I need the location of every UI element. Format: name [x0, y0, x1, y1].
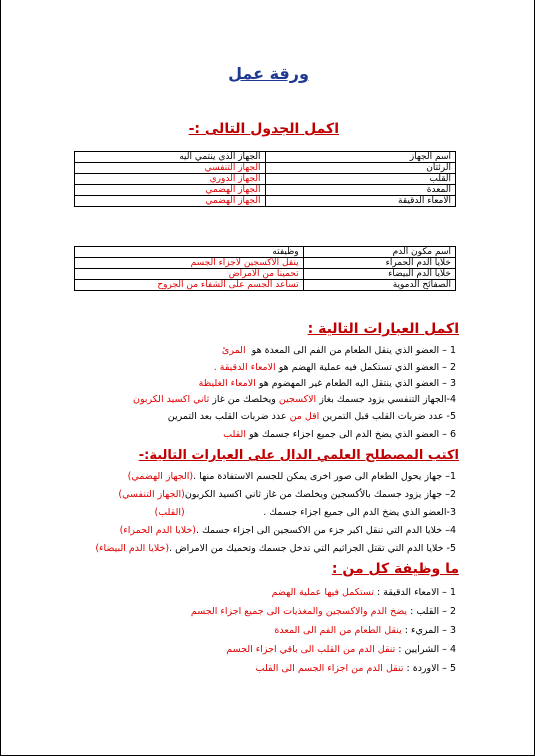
answer-text: تنقل الدم من اجزاء الجسم الى القلب — [255, 663, 404, 674]
question-text: 4-الجهاز التنفسي يزود جسمك بغاز — [319, 394, 456, 405]
table-answer-cell: الجهاز الدوري — [75, 174, 266, 185]
answer-text: ينقل الطعام من الفم الى المعدة — [274, 625, 402, 636]
question-text: 2– جهاز يزود جسمك بالأكسجين ويخلصك من غاز ثاني اكسيد الكربون — [184, 489, 456, 500]
list-item — [223, 428, 456, 442]
question-text: 1– جهاز يحول الطعام الى صور اخرى يمكن للجسم الاستفادة منها . — [193, 471, 456, 482]
answer-text: (الجهاز الهضمي) — [127, 471, 194, 482]
table-cell: خلايا الدم الحمراء — [303, 258, 455, 269]
page-title: ورقة عمل — [228, 64, 309, 83]
question-text: 3 – العضو الذي ينتقل اليه الطعام غير المهضوم هو — [258, 378, 456, 389]
blood-components-table — [74, 246, 456, 291]
table-cell: خلايا الدم البيضاء — [303, 269, 455, 280]
answer-text: المرئ — [221, 345, 246, 356]
table-header-row — [75, 247, 456, 258]
answer-text: يضخ الدم والاكسجين والمغذيات الى جميع اجزاء الجسم — [190, 606, 408, 617]
table-row — [75, 174, 456, 185]
organs-systems-table — [74, 151, 456, 207]
table-header-cell: اسم مكون الدم — [303, 247, 455, 258]
table-answer-cell: الجهاز التنفسي — [75, 163, 266, 174]
answer-text: الامعاء الغليظة — [198, 378, 256, 389]
table-header-row — [75, 152, 456, 163]
table-row — [75, 163, 456, 174]
answer-text: (خلايا الدم الحمراء) — [119, 525, 197, 536]
answer-text: (خلايا الدم البيضاء) — [95, 543, 170, 554]
answer-text: الامعاء الدقيقة . — [213, 362, 276, 373]
list-item — [272, 586, 456, 600]
table-cell: المعدة — [265, 185, 456, 196]
list-item — [214, 361, 456, 375]
answer-text: تنقل الدم من القلب الى باقي اجزاء الجسم — [226, 644, 396, 655]
answer-text: تستكمل فيها عملية الهضم — [271, 587, 374, 598]
section-heading-complete-table: اكمل الجدول التالى :- — [188, 121, 339, 137]
table-row — [75, 280, 456, 291]
table-row — [75, 196, 456, 207]
answer-text: (الجهاز التنفسي) — [118, 489, 185, 500]
question-text: 1 – العضو الذي ينقل الطعام من الفم الى المعدة هو — [251, 345, 456, 356]
list-item — [168, 410, 456, 424]
table-header-cell: الجهاز الذي ينتمي اليه — [75, 152, 266, 163]
list-item — [256, 662, 456, 676]
question-text: 3 – المريء : — [404, 625, 456, 636]
list-item — [120, 524, 456, 538]
list-item — [222, 344, 456, 358]
list-item — [95, 542, 456, 556]
question-text: 6 – العضو الذي يضخ الدم الى جميع اجزاء جسمك هو — [249, 429, 456, 440]
list-item — [128, 470, 456, 484]
question-text: 3-العضو الذي يضخ الدم الى جميع اجزاء جسمك . — [263, 507, 456, 518]
question-text: 5 – الاوردة : — [406, 663, 456, 674]
table-answer-cell: تحمينا من الامراض — [75, 269, 304, 280]
table-cell: الامعاء الدقيقة — [265, 196, 456, 207]
list-item — [155, 506, 457, 520]
question-text: 5- عدد ضربات القلب قبل التمرين — [322, 411, 456, 422]
question-text: 4 – الشرايين : — [398, 644, 456, 655]
list-item — [199, 377, 456, 391]
answer-text: (القلب) — [154, 507, 185, 518]
question-text: ويخلصك من غاز — [212, 394, 276, 405]
table-cell: الرئتان — [265, 163, 456, 174]
question-text: 5- خلايا الدم التي تقتل الجراثيم التي تدخل جسمك وتحميك من الامراض . — [169, 543, 456, 554]
answer-text: الاكسجين — [278, 394, 317, 405]
table-answer-cell: تساعد الجسم على الشفاء من الجروح — [75, 280, 304, 291]
section-heading-scientific-terms: اكتب المصطلح العلمي الدال على العبارات التالية:- — [138, 448, 459, 463]
answer-text: ثاني اكسيد الكربون — [133, 394, 210, 405]
answer-text: القلب — [223, 429, 246, 440]
question-text: 1 – الامعاء الدقيقة : — [377, 587, 456, 598]
list-item — [226, 643, 456, 657]
section-heading-functions: ما وظيفة كل من : — [331, 561, 459, 577]
question-text: 2 – العضو الذي تستكمل فيه عملية الهضم هو — [278, 362, 456, 373]
question-text: 4– خلايا الدم التي تنقل اكبر جزء من الاكسجين الى اجزاء جسمك . — [196, 525, 456, 536]
table-answer-cell: ينقل الاكسجين لاجزاء الجسم — [75, 258, 304, 269]
question-text: عدد ضربات القلب بعد التمرين — [167, 411, 287, 422]
table-answer-cell: الجهاز الهضمي — [75, 196, 266, 207]
table-header-cell: اسم الجهاز — [265, 152, 456, 163]
table-answer-cell: الجهاز الهضمي — [75, 185, 266, 196]
list-item — [274, 624, 456, 638]
table-header-cell: وظيفته — [75, 247, 304, 258]
table-row — [75, 185, 456, 196]
table-cell: الصفائح الدموية — [303, 280, 455, 291]
section-heading-complete-sentences: اكمل العبارات التالية : — [307, 321, 459, 337]
list-item — [118, 488, 456, 502]
question-text: 2 – القلب : — [410, 606, 456, 617]
list-item — [191, 605, 456, 619]
table-row — [75, 258, 456, 269]
table-cell: القلب — [265, 174, 456, 185]
answer-text: اقل من — [289, 411, 320, 422]
list-item — [133, 393, 456, 407]
table-row — [75, 269, 456, 280]
